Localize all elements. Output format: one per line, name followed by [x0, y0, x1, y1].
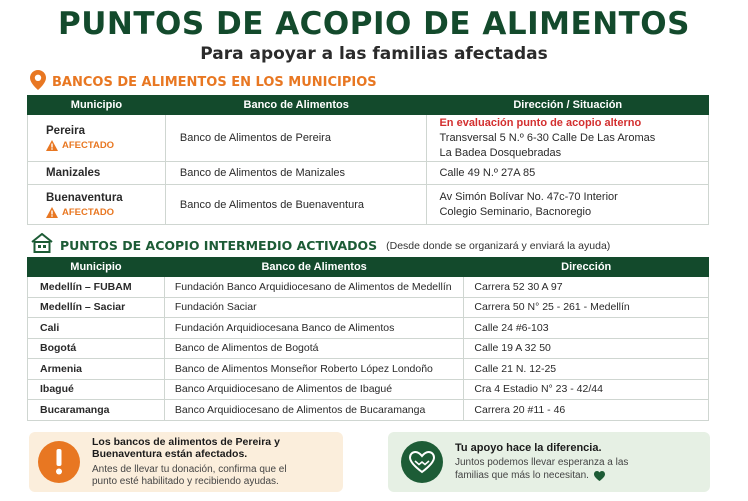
- banco-cell: Fundación Arquidiocesana Banco de Alimentos: [164, 318, 464, 339]
- section-municipios-header: [30, 70, 377, 95]
- table-row: [28, 162, 709, 185]
- table-row: [28, 277, 709, 298]
- direccion-cell: Carrera 52 30 A 97: [464, 277, 709, 298]
- direccion-cell: [427, 185, 709, 225]
- warning-icon: [46, 140, 58, 151]
- direccion-cell: Calle 49 N.º 27A 85: [427, 162, 709, 185]
- heart-hands-icon: [401, 441, 443, 483]
- municipio-cell: Medellín – FUBAM: [28, 277, 165, 298]
- warning-icon: [46, 207, 58, 218]
- municipio-cell: [28, 162, 166, 185]
- municipio-cell: Bucaramanga: [28, 400, 165, 421]
- table-row: [28, 400, 709, 421]
- table-header-row: [28, 96, 709, 115]
- direccion-cell: Calle 24 #6-103: [464, 318, 709, 339]
- municipio-cell: Ibagué: [28, 379, 165, 400]
- direccion-line: La Badea Dosquebradas: [439, 146, 562, 159]
- direccion-line: Transversal 5 N.º 6-30 Calle De Las Aromas: [439, 131, 656, 144]
- table-row: [28, 359, 709, 380]
- direccion-cell: Carrera 50 N° 25 - 261 - Medellín: [464, 297, 709, 318]
- intermedio-table: [27, 257, 709, 421]
- column-header: Municipio: [28, 96, 166, 115]
- banco-cell: Banco de Alimentos de Buenaventura: [165, 185, 427, 225]
- banco-cell: Banco de Alimentos de Pereira: [165, 115, 427, 162]
- notice-title-line: Buenaventura están afectados.: [92, 448, 248, 460]
- support-box: [388, 432, 710, 492]
- notice-body-line: Antes de llevar tu donación, confirma que el: [92, 463, 287, 475]
- status-badge: [46, 207, 155, 218]
- direccion-cell: Carrera 20 #11 - 46: [464, 400, 709, 421]
- direccion-cell: Calle 19 A 32 50: [464, 338, 709, 359]
- section-intermedio-note: (Desde donde se organizará y enviará la ayuda): [386, 239, 611, 252]
- notice-box: [29, 432, 343, 492]
- municipio-name: Manizales: [46, 167, 101, 179]
- direccion-line: Colegio Seminario, Bacnoregio: [439, 205, 592, 218]
- status-badge: [46, 140, 155, 151]
- direccion-cell: Calle 21 N. 12-25: [464, 359, 709, 380]
- column-header: Banco de Alimentos: [165, 96, 427, 115]
- banco-cell: Banco de Alimentos de Manizales: [165, 162, 427, 185]
- municipio-cell: Cali: [28, 318, 165, 339]
- banco-cell: Banco de Alimentos Monseñor Roberto López Londoño: [164, 359, 464, 380]
- column-header: Dirección: [464, 258, 709, 277]
- section-intermedio-header: [30, 233, 610, 258]
- table-row: [28, 115, 709, 162]
- table-header-row: [28, 258, 709, 277]
- exclamation-icon: [38, 441, 80, 483]
- banco-cell: Banco de Alimentos de Bogotá: [164, 338, 464, 359]
- page-subtitle: Para apoyar a las familias afectadas: [200, 44, 548, 64]
- status-label: AFECTADO: [62, 140, 115, 151]
- banco-cell: Banco Arquidiocesano de Alimentos de Ibagué: [164, 379, 464, 400]
- municipio-cell: Bogotá: [28, 338, 165, 359]
- municipio-cell: [28, 185, 166, 225]
- municipio-cell: Armenia: [28, 359, 165, 380]
- banco-cell: Banco Arquidiocesano de Alimentos de Bucaramanga: [164, 400, 464, 421]
- notice-text: [92, 436, 287, 489]
- banco-cell: Fundación Saciar: [164, 297, 464, 318]
- municipio-name: Buenaventura: [46, 191, 123, 204]
- municipio-cell: [28, 115, 166, 162]
- column-header: Banco de Alimentos: [164, 258, 464, 277]
- municipios-table: [27, 95, 709, 225]
- municipio-cell: Medellín – Saciar: [28, 297, 165, 318]
- direccion-cell: [427, 115, 709, 162]
- direccion-line: Av Simón Bolívar No. 47c-70 Interior: [439, 190, 618, 203]
- location-pin-icon: [30, 70, 46, 95]
- support-title: Tu apoyo hace la diferencia.: [455, 441, 602, 454]
- banco-cell: Fundación Banco Arquidiocesano de Alimentos de Medellín: [164, 277, 464, 298]
- support-body-line: Juntos podemos llevar esperanza a las: [455, 457, 629, 469]
- support-text: [455, 442, 628, 483]
- support-body-line: familias que más lo necesitan.: [455, 469, 589, 481]
- heart-icon: [594, 471, 605, 481]
- table-row: [28, 185, 709, 225]
- notice-body-line: punto esté habilitado y recibiendo ayudas.: [92, 476, 279, 487]
- table-row: [28, 379, 709, 400]
- table-row: [28, 338, 709, 359]
- table-row: [28, 318, 709, 339]
- status-label: AFECTADO: [62, 206, 115, 218]
- notice-title-line: Los bancos de alimentos de Pereira y: [92, 435, 280, 448]
- column-header: Dirección / Situación: [427, 96, 709, 115]
- page-title: PUNTOS DE ACOPIO DE ALIMENTOS: [58, 6, 690, 42]
- section-municipios-title: BANCOS DE ALIMENTOS EN LOS MUNICIPIOS: [52, 75, 377, 90]
- section-intermedio-title: PUNTOS DE ACOPIO INTERMEDIO ACTIVADOS: [60, 238, 378, 253]
- table-row: [28, 297, 709, 318]
- column-header: Municipio: [28, 258, 165, 277]
- direccion-cell: Cra 4 Estadio N° 23 - 42/44: [464, 379, 709, 400]
- alert-text: En evaluación punto de acopio alterno: [439, 116, 642, 129]
- municipio-name: Pereira: [46, 125, 86, 137]
- house-icon: [30, 233, 54, 258]
- support-body-line-wrap: [455, 470, 628, 483]
